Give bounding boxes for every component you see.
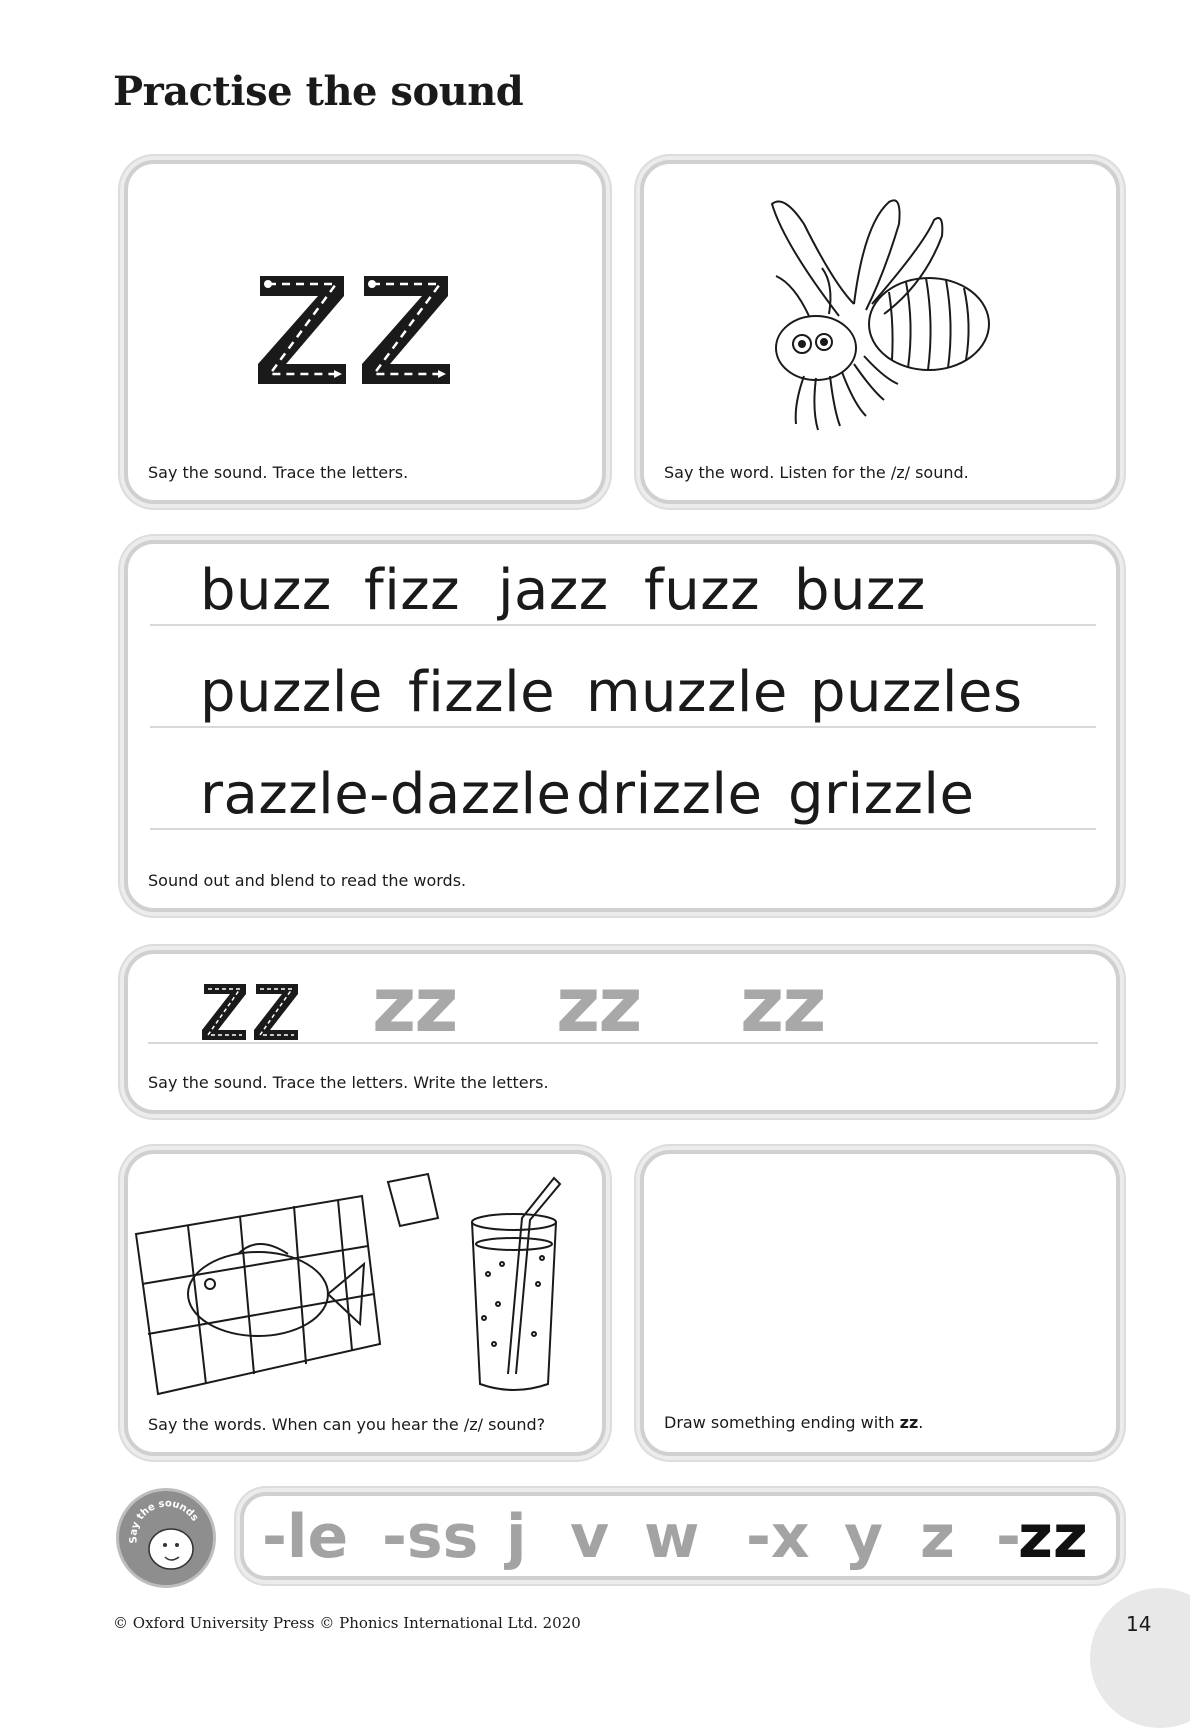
word-fuzz: fuzz [644, 558, 760, 623]
bee-picture-panel [640, 160, 1120, 504]
sound-zz-active[interactable]: zz [1018, 1502, 1088, 1572]
sound-w[interactable]: w [644, 1502, 700, 1572]
writing-line [150, 828, 1096, 830]
draw-instruction-text: Draw something ending with [664, 1413, 900, 1432]
word-puzzle: puzzle [200, 660, 383, 725]
pictures-panel [124, 1150, 606, 1456]
words-instruction: Sound out and blend to read the words. [148, 871, 467, 890]
z-letter-1 [258, 276, 346, 384]
draw-instruction-bold: zz [899, 1413, 919, 1432]
bee-illustration [644, 164, 1124, 508]
fizzy-drink-illustration [458, 1174, 598, 1424]
jigsaw-puzzle-illustration [128, 1154, 468, 1404]
draw-instruction-end: . [918, 1413, 924, 1432]
word-puzzles: puzzles [810, 660, 1023, 725]
word-grizzle: grizzle [788, 762, 975, 827]
pictures-instruction: Say the words. When can you hear the /z/ sound? [148, 1415, 546, 1434]
word-jazz: jazz [498, 558, 609, 623]
dog-logo-icon [119, 1491, 213, 1585]
word-muzzle: muzzle [586, 660, 788, 725]
sound-x[interactable]: -x [746, 1502, 810, 1572]
word-fizz: fizz [364, 558, 461, 623]
word-drizzle: drizzle [576, 762, 763, 827]
write-letters-panel [124, 950, 1120, 1114]
trace-zz-grey-1[interactable]: zz [372, 960, 457, 1049]
page-title: Practise the sound [113, 68, 524, 115]
trace-letters-panel [124, 160, 606, 504]
trace-instruction: Say the sound. Trace the letters. [148, 463, 409, 482]
drawing-panel[interactable] [640, 1150, 1120, 1456]
write-instruction: Say the sound. Trace the letters. Write the letters. [148, 1073, 549, 1092]
writing-line [150, 726, 1096, 728]
sound-le[interactable]: -le [262, 1502, 349, 1572]
dotted-zz-letters[interactable] [128, 164, 610, 508]
word-buzz: buzz [200, 558, 332, 623]
reading-words-panel [124, 540, 1120, 912]
draw-instruction [664, 1413, 923, 1432]
copyright-footer: © Oxford University Press © Phonics International Ltd. 2020 [113, 1614, 581, 1632]
say-the-sounds-badge [116, 1488, 216, 1588]
sound-j[interactable]: j [506, 1502, 527, 1572]
writing-line [150, 624, 1096, 626]
dotted-zz-small[interactable] [200, 980, 310, 1050]
sound-y[interactable]: y [844, 1502, 884, 1572]
sound-dash: - [996, 1502, 1021, 1572]
word-fizzle: fizzle [408, 660, 556, 725]
trace-zz-grey-2[interactable]: zz [556, 960, 641, 1049]
z-letter-2 [362, 276, 450, 384]
page-number: 14 [1126, 1612, 1152, 1636]
sound-v[interactable]: v [570, 1502, 610, 1572]
sound-z[interactable]: z [920, 1502, 955, 1572]
badge-text: Say the sounds [128, 1498, 201, 1544]
bee-instruction: Say the word. Listen for the /z/ sound. [664, 463, 969, 482]
word-buzz-2: buzz [794, 558, 926, 623]
page-corner [1090, 1588, 1190, 1728]
word-razzle-dazzle: razzle-dazzle [200, 762, 572, 827]
trace-zz-grey-3[interactable]: zz [740, 960, 825, 1049]
sound-ss[interactable]: -ss [382, 1502, 479, 1572]
sounds-strip [240, 1492, 1120, 1580]
